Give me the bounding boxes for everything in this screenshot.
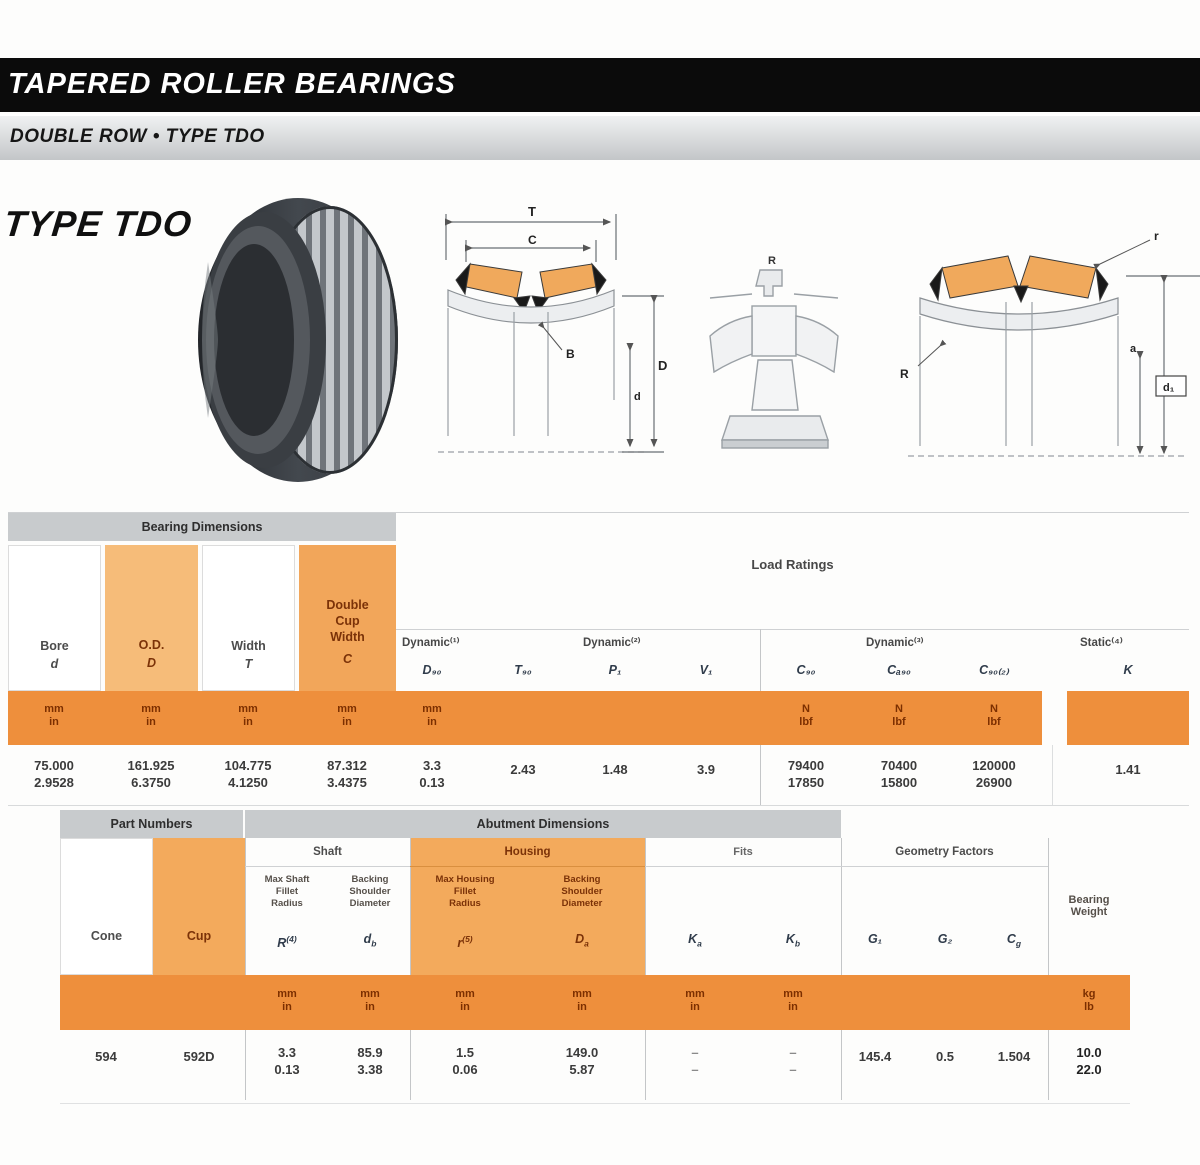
t1-subheader-rule	[396, 629, 1189, 630]
t1-unit-r: mm in	[422, 703, 442, 728]
t1-unit-band-right	[1067, 691, 1189, 745]
t1-sym-c90: C₉₀	[796, 663, 816, 677]
t2-unit-db: mm in	[360, 988, 380, 1013]
dimensions-load-table	[8, 512, 1189, 806]
t2-val-cup: 592D	[183, 1049, 215, 1064]
page-title: TAPERED ROLLER BEARINGS	[8, 68, 456, 100]
t2-col-da-label: Backing Shoulder Diameter	[561, 874, 603, 909]
t1-col-width	[202, 545, 295, 691]
t1-group-dynamic2: Dynamic⁽²⁾	[583, 637, 641, 649]
t1-loads-group-header: Load Ratings	[751, 557, 834, 572]
t2-col-db-label: Backing Shoulder Diameter	[349, 874, 391, 909]
t2-unit-r4: mm in	[277, 988, 297, 1013]
t1-col-cup-l2: Cup	[335, 614, 360, 628]
t1-col-bore-sym: d	[50, 657, 59, 671]
t2-fits-rule	[645, 866, 841, 867]
t1-col-bore-label: Bore	[40, 639, 69, 653]
bearing-photo	[178, 192, 403, 487]
t2-unit-r5: mm in	[455, 988, 475, 1013]
t2-sym-db: $d_b$	[363, 932, 377, 949]
t2-divider-5	[1048, 838, 1049, 1100]
t1-group-dynamic3: Dynamic⁽³⁾	[866, 637, 924, 649]
t1-val-f3: 3.9	[696, 762, 716, 777]
t1-col-cupwidth	[299, 545, 396, 691]
t2-val-ka: – –	[691, 1045, 699, 1077]
t2-val-da: 149.0 5.87	[565, 1045, 599, 1077]
t2-sym-kb: $K_b$	[785, 932, 801, 949]
t2-divider-4	[841, 838, 842, 1100]
t1-val-od: 161.925 6.3750	[127, 758, 175, 790]
t1-dims-group-header: Bearing Dimensions	[8, 513, 396, 541]
t2-divider-2	[410, 838, 411, 1100]
t2-unit-kb: mm in	[783, 988, 803, 1013]
t1-col-od-sym: D	[146, 656, 157, 670]
cross-section-diagram	[418, 200, 668, 485]
t2-geometry-rule	[841, 866, 1048, 867]
t2-sym-cg: $C_g$	[1006, 932, 1022, 949]
t2-sym-da: $D_a$	[575, 932, 589, 949]
t1-sym-d90: D₉₀	[422, 663, 442, 677]
t1-col-od-label: O.D.	[138, 638, 165, 652]
t1-val-width: 104.775 4.1250	[224, 758, 272, 790]
t2-fits-label: Fits	[733, 846, 753, 858]
t2-sym-g1: G₁	[867, 932, 883, 946]
t1-unit-c902: N lbf	[987, 703, 1001, 728]
t1-sym-k: K	[1123, 663, 1133, 677]
t2-sym-r5: $r^{(5)}$	[457, 934, 473, 951]
t2-val-cone: 594	[95, 1049, 117, 1064]
t2-sym-r4: $R^{(4)}$	[277, 934, 297, 951]
cage-diagram	[688, 250, 863, 485]
t1-val-r: 3.3 0.13	[419, 758, 445, 790]
t2-shaft-rule	[245, 866, 410, 867]
t1-unit-band-left	[8, 691, 1042, 745]
t2-unit-band	[60, 975, 1130, 1030]
dim-label-d: d	[634, 391, 641, 403]
t2-val-r5: 1.5 0.06	[452, 1045, 478, 1077]
t1-unit-cup: mm in	[337, 703, 357, 728]
t2-cup-label: Cup	[186, 929, 212, 943]
dim-label-a: a	[1130, 343, 1137, 355]
t2-col-r5-label: Max Housing Fillet Radius	[435, 874, 495, 909]
t2-unit-ka: mm in	[685, 988, 705, 1013]
subtitle-bar	[0, 114, 1200, 160]
cross-section-diagram-2	[878, 228, 1200, 483]
t1-val-cup: 87.312 3.4375	[327, 758, 367, 790]
t1-group-static4: Static⁽⁴⁾	[1080, 637, 1123, 649]
dim-label-T: T	[528, 204, 536, 219]
t1-col-width-sym: T	[244, 657, 253, 671]
t2-unit-da: mm in	[572, 988, 592, 1013]
part-numbers-table	[60, 810, 1130, 1104]
t2-val-g1: 145.4	[858, 1049, 892, 1064]
page-subtitle: DOUBLE ROW • TYPE TDO	[10, 126, 265, 147]
t2-housing-label: Housing	[504, 846, 551, 858]
t1-val-c90: 79400 17850	[787, 758, 825, 790]
t2-parts-group-header: Part Numbers	[60, 810, 243, 838]
t1-val-f1: 2.43	[510, 762, 536, 777]
t2-abutment-group-header: Abutment Dimensions	[245, 810, 841, 838]
t1-val-ca90: 70400 15800	[880, 758, 918, 790]
t1-sym-v1: V₁	[699, 663, 713, 677]
t1-group-dynamic1: Dynamic⁽¹⁾	[402, 637, 460, 649]
t1-data-divider	[1052, 745, 1053, 805]
title-bar	[0, 58, 1200, 112]
t1-val-c902: 120000 26900	[972, 758, 1016, 790]
t2-val-cg: 1.504	[997, 1049, 1031, 1064]
dim-label-R2: R	[900, 367, 909, 381]
t1-unit-bore: mm in	[44, 703, 64, 728]
t1-unit-ca90: N lbf	[892, 703, 906, 728]
t2-val-g2: 0.5	[935, 1049, 955, 1064]
t2-divider-3	[645, 838, 646, 1100]
t2-unit-weight: kg lb	[1082, 988, 1096, 1013]
t2-weight-label: Bearing Weight	[1068, 894, 1110, 918]
t2-val-db: 85.9 3.38	[357, 1045, 383, 1077]
t1-col-cup-sym: C	[342, 652, 353, 666]
dim-label-C: C	[528, 233, 537, 247]
t1-sym-p1: P₁	[608, 663, 622, 677]
t2-val-kb: – –	[789, 1045, 797, 1077]
t1-col-cup-l1: Double	[326, 598, 369, 612]
t2-shaft-label: Shaft	[313, 846, 342, 858]
t2-housing-rule	[410, 866, 645, 867]
t2-val-weight: 10.0 22.0	[1076, 1045, 1102, 1077]
t1-sym-t90: T₉₀	[514, 663, 532, 677]
t2-cone-label: Cone	[90, 929, 123, 943]
t1-col-width-label: Width	[231, 639, 266, 653]
t2-val-r4: 3.3 0.13	[274, 1045, 300, 1077]
dim-label-r: r	[1154, 229, 1159, 243]
t2-geometry-label: Geometry Factors	[895, 846, 994, 858]
t1-col-cup-l3: Width	[330, 630, 365, 644]
t2-sym-ka: $K_a$	[688, 932, 702, 949]
t1-unit-od: mm in	[141, 703, 161, 728]
t2-cone-cell	[60, 838, 153, 975]
t1-col-od	[105, 545, 198, 691]
t1-val-bore: 75.000 2.9528	[34, 758, 74, 790]
t1-val-f2: 1.48	[602, 762, 628, 777]
t1-col-bore	[8, 545, 101, 691]
type-heading: TYPE TDO	[1, 203, 195, 244]
cage-label-R: R	[768, 255, 776, 267]
t1-unit-c90: N lbf	[799, 703, 813, 728]
t2-divider-1	[245, 838, 246, 1100]
dim-label-D: D	[658, 358, 668, 373]
dim-label-d1: d₁	[1163, 382, 1175, 394]
dim-label-B: B	[566, 347, 575, 361]
t1-sym-ca90: Cₐ₉₀	[887, 663, 911, 677]
t1-unit-width: mm in	[238, 703, 258, 728]
t2-sym-g2: G₂	[937, 932, 953, 946]
t1-sym-c902: C₉₀₍₂₎	[979, 663, 1009, 677]
t2-col-r4-label: Max Shaft Fillet Radius	[264, 874, 310, 909]
t1-val-k: 1.41	[1115, 762, 1141, 777]
t2-cup-cell	[153, 838, 245, 975]
